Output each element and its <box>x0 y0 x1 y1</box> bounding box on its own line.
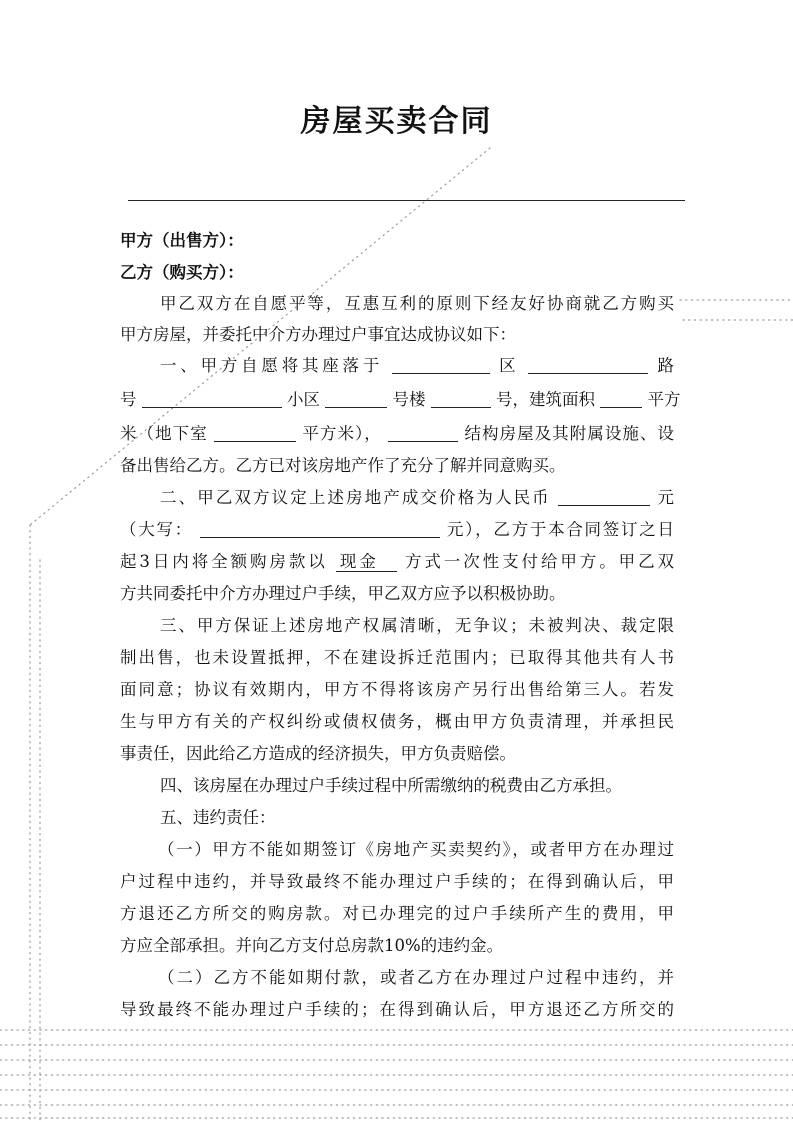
clause2-line-1 <box>160 484 674 512</box>
intro-line-2: 甲方房屋，并委托中介方办理过户事宜达成协议如下： <box>120 325 516 344</box>
clause3-line-1: 三、甲方保证上述房地产权属清晰，无争议；未被判决、裁定限 <box>160 616 674 635</box>
clause2-text: 二、甲乙双方议定上述房地产成交价格为人民币 <box>160 488 551 507</box>
capital-blank[interactable] <box>200 517 440 538</box>
clause2-line-4: 方共同委托中介方办理过户手续，甲乙双方应予以积极协助。 <box>120 584 566 603</box>
district-label: 区 <box>499 356 520 375</box>
area-blank[interactable] <box>600 387 642 408</box>
clause1-line-4: 备出售给乙方。乙方已对该房地产作了充分了解并同意购买。 <box>120 456 566 475</box>
clause4-line: 四、该房屋在办理过户手续过程中所需缴纳的税费由乙方承担。 <box>160 776 622 795</box>
community-blank[interactable] <box>325 387 387 408</box>
basement-unit: 平方米）， <box>302 424 382 443</box>
basement-label: 米（地下室 <box>120 424 208 443</box>
clause3-line-3: 面同意；协议有效期内，甲方不得将该房产另行出售给第三人。若发 <box>120 680 674 699</box>
clause1-line-1 <box>160 352 674 380</box>
title-rule <box>128 200 685 201</box>
clause3-line-4: 生与甲方有关的产权纠纷或债权债务，概由甲方负责清理，并承担民 <box>120 712 674 731</box>
clause1-text: 一、甲方自愿将其座落于 <box>160 356 384 375</box>
clause5-sub1-line-1: （一）甲方不能如期签订《房地产买卖契约》，或者甲方在办理过 <box>158 840 674 859</box>
clause5-title: 五、违约责任： <box>160 808 276 827</box>
structure-blank[interactable] <box>388 421 458 442</box>
clause5-sub2-line-2: 导致最终不能办理过户手续的；在得到确认后，甲方退还乙方所交的 <box>120 1000 674 1019</box>
number-label: 号 <box>120 390 137 409</box>
capital-label: （大写： <box>120 520 193 539</box>
structure-label: 结构房屋及其附属设施、设 <box>464 424 674 443</box>
number-blank[interactable] <box>142 387 282 408</box>
clause5-sub1-line-3: 方退还乙方所交的购房款。对已办理完的过户手续所产生的费用，甲 <box>120 904 674 923</box>
basement-blank[interactable] <box>214 421 296 442</box>
clause5-sub1-line-2: 户过程中违约，并导致最终不能办理过户手续的；在得到确认后，甲 <box>120 872 674 891</box>
road-label: 路 <box>657 356 674 375</box>
yuan-label: 元 <box>657 488 675 507</box>
clause3-line-5: 事责任，因此给乙方造成的经济损失，甲方负责赔偿。 <box>120 744 516 763</box>
clause5-sub2-line-1: （二）乙方不能如期付款，或者乙方在办理过户过程中违约，并 <box>158 968 674 987</box>
clause3-line-2: 制出售，也未设置抵押，不在建设拆迁范围内；已取得其他共有人书 <box>120 648 674 667</box>
clause2-line-3 <box>120 548 674 576</box>
clause2-text-2: 元），乙方于本合同签订之日 <box>446 520 675 539</box>
intro-line-1: 甲乙双方在自愿平等，互惠互利的原则下经友好协商就乙方购买 <box>160 294 674 313</box>
clause1-line-3 <box>120 420 674 448</box>
clause1-line-2 <box>120 386 681 414</box>
sqm-label: 平方 <box>647 390 681 409</box>
district-blank[interactable] <box>392 353 490 374</box>
party-b-label: 乙方（购买方）： <box>120 263 244 282</box>
clause5-sub1-line-4: 方应全部承担。并向乙方支付总房款10%的违约金。 <box>120 936 504 955</box>
clause2-text-4: 方式一次性支付给甲方。甲乙双 <box>404 552 675 571</box>
building-blank[interactable] <box>431 387 491 408</box>
party-a-label: 甲方（出售方）： <box>120 231 244 250</box>
road-blank[interactable] <box>528 353 648 374</box>
price-blank[interactable] <box>558 485 650 506</box>
payment-method[interactable]: 现金 <box>336 552 397 572</box>
community-label: 小区 <box>287 390 320 409</box>
document-title: 房屋买卖合同 <box>300 104 493 139</box>
clause2-text-3: 起3日内将全额购房款以 <box>120 552 328 571</box>
area-label: 号，建筑面积 <box>496 390 595 409</box>
clause2-line-2 <box>120 516 674 544</box>
building-label: 号楼 <box>392 390 426 409</box>
